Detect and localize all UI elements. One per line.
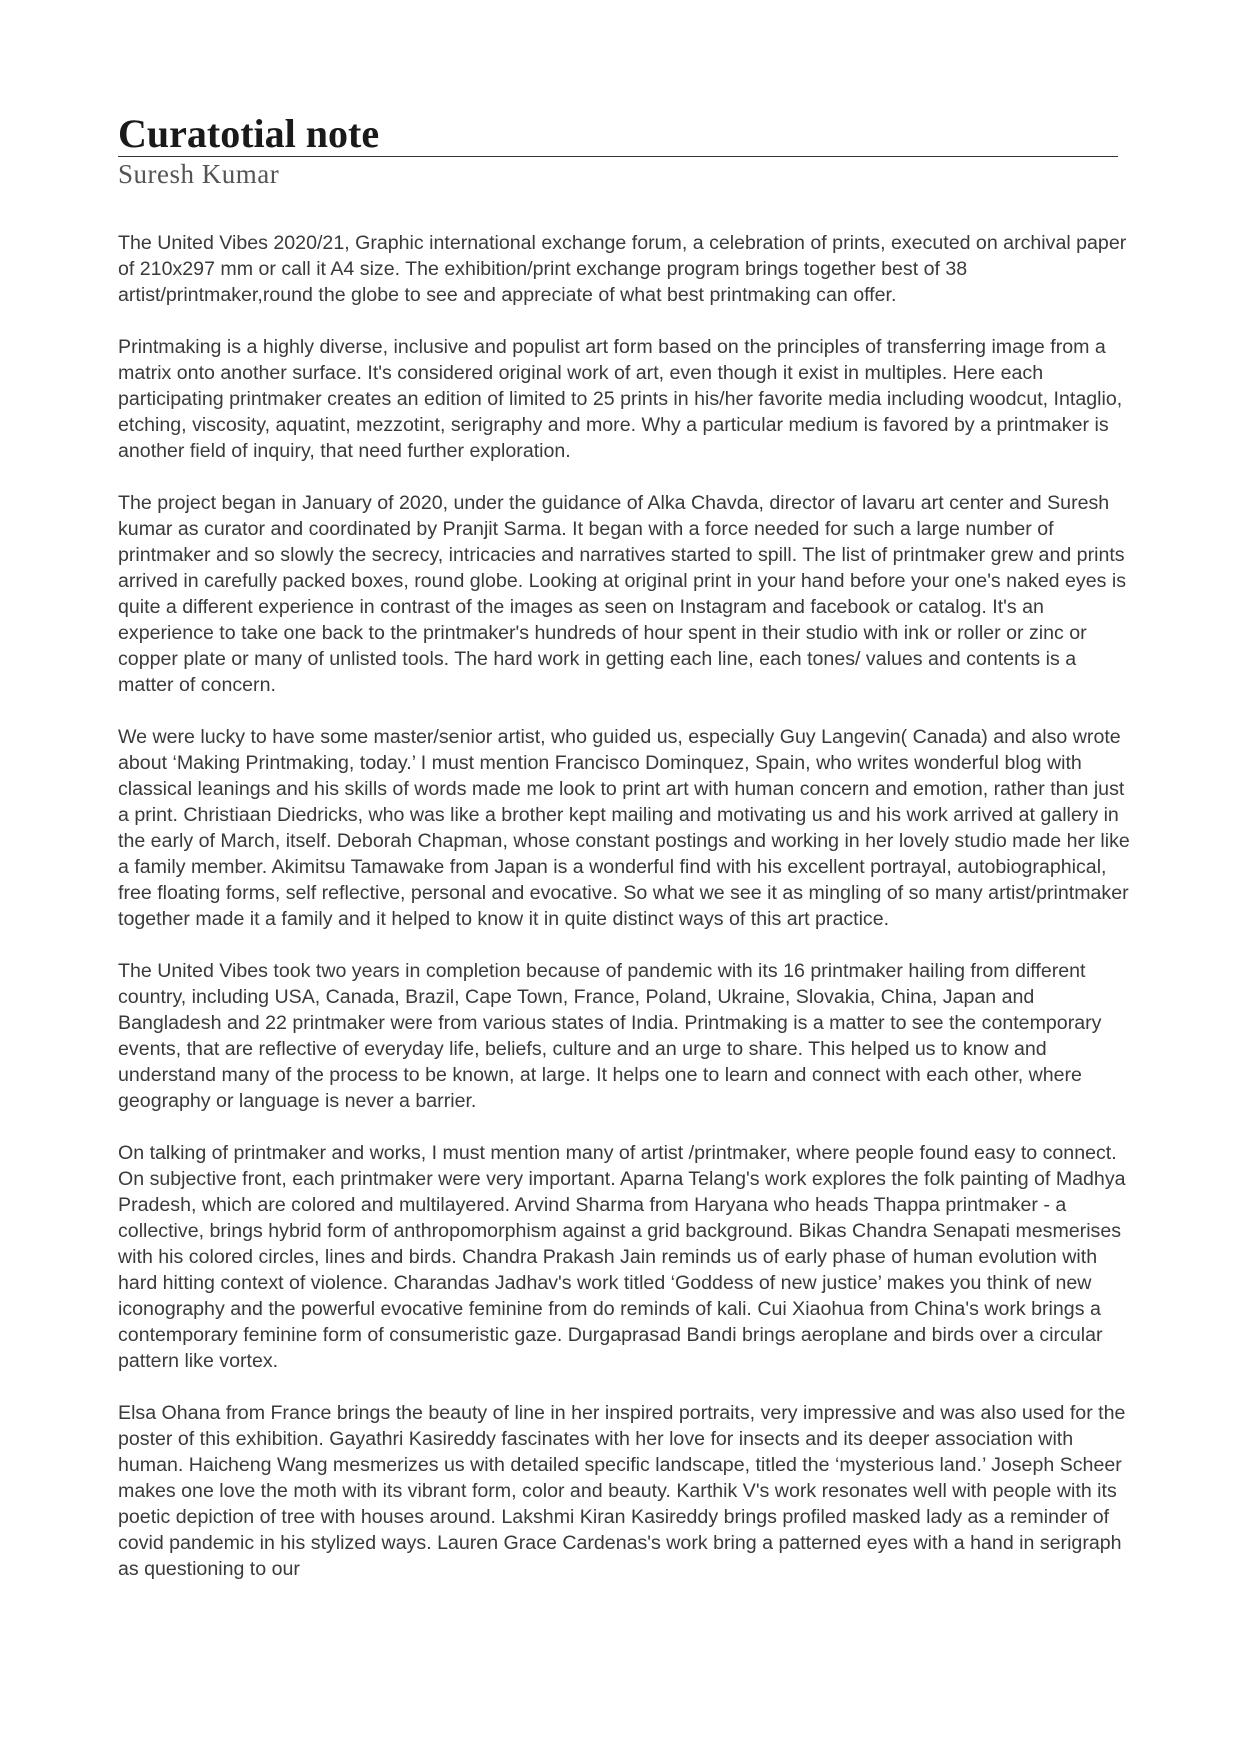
paragraph-exhibition-intro: The United Vibes 2020/21, Graphic international exchange forum, a celebration of prints, executed on archival paper of 210x297 mm or call it A4 size. The exhibition/print exchange program brings together best of 38 artist/printmaker,round the globe to see and appreciate of what best printmaking can offer. <box>118 232 1127 306</box>
paragraph-participating-countries: The United Vibes took two years in completion because of pandemic with its 16 printmaker hailing from different country, including USA, Canada, Brazil, Cape Town, France, Poland, Ukraine, Slovakia, China, Japan and Bangladesh and 22 printmaker were from various states of India. Printmaking is a matter to see the contemporary events, that are reflective of everyday life, beliefs, culture and an urge to share. This helped us to know and understand many of the process to be known, at large. It helps one to learn and connect with each other, where geography or language is never a barrier. <box>118 960 1102 1112</box>
paragraph-artists-e-to-l: Elsa Ohana from France brings the beauty of line in her inspired portraits, very impressive and was also used for the poster of this exhibition. Gayathri Kasireddy fascinates with her love for insects and its deeper association with human. Haicheng Wang mesmerizes us with detailed specific landscape, titled the ‘mysterious land.’ Joseph Scheer makes one love the moth with its vibrant form, color and beauty. Karthik V's work resonates well with people with its poetic depiction of tree with houses around. Lakshmi Kiran Kasireddy brings profiled masked lady as a reminder of covid pandemic in his stylized ways. Lauren Grace Cardenas's work bring a patterned eyes with a hand in serigraph as questioning to our <box>118 1402 1126 1580</box>
paragraph-printmaking-definition: Printmaking is a highly diverse, inclusive and populist art form based on the principles of transferring image from a matrix onto another surface. It's considered original work of art, even though it exist in multiples. Here each participating printmaker creates an edition of limited to 25 prints in his/her favorite media including woodcut, Intaglio, etching, viscosity, aquatint, mezzotint, serigraphy and more. Why a particular medium is favored by a printmaker is another field of inquiry, that need further exploration. <box>118 336 1123 462</box>
paragraph-artists-a-to-d: On talking of printmaker and works, I must mention many of artist /printmaker, where people found easy to connect. On subjective front, each printmaker were very important. Aparna Telang's work explores the folk painting of Madhya Pradesh, which are colored and multilayered. Arvind Sharma from Haryana who heads Thappa printmaker - a collective, brings hybrid form of anthropomorphism against a grid background. Bikas Chandra Senapati mesmerises with his colored circles, lines and birds. Chandra Prakash Jain reminds us of early phase of human evolution with hard hitting context of violence. Charandas Jadhav's work titled ‘Goddess of new justice’ makes you think of new iconography and the powerful evocative feminine from do reminds of kali. Cui Xiaohua from China's work brings a contemporary feminine form of consumeristic gaze. Durgaprasad Bandi brings aeroplane and birds over a circular pattern like vortex. <box>118 1142 1126 1372</box>
note-body <box>118 230 1130 1608</box>
author-name: Suresh Kumar <box>118 159 280 189</box>
page-title: Curatotial note <box>118 112 1118 157</box>
note-header <box>118 112 1118 190</box>
paragraph-senior-artists: We were lucky to have some master/senior artist, who guided us, especially Guy Langevin( Canada) and also wrote about ‘Making Printmaking, today.’ I must mention Francisco Dominquez, Spain, who writes wonderful blog with classical leanings and his skills of words made me look to print art with human concern and emotion, rather than just a print. Christiaan Diedricks, who was like a brother kept mailing and motivating us and his work arrived at gallery in the early of March, itself. Deborah Chapman, whose constant postings and working in her lovely studio made her like a family member. Akimitsu Tamawake from Japan is a wonderful find with his excellent portrayal, autobiographical, free floating forms, self reflective, personal and evocative. So what we see it as mingling of so many artist/printmaker together made it a family and it helped to know it in quite distinct ways of this art practice. <box>118 726 1130 930</box>
paragraph-project-history: The project began in January of 2020, under the guidance of Alka Chavda, director of lavaru art center and Suresh kumar as curator and coordinated by Pranjit Sarma. It began with a force needed for such a large number of printmaker and so slowly the secrecy, intricacies and narratives started to spill. The list of printmaker grew and prints arrived in carefully packed boxes, round globe. Looking at original print in your hand before your one's naked eyes is quite a different experience in contrast of the images as seen on Instagram and facebook or catalog. It's an experience to take one back to the printmaker's hundreds of hour spent in their studio with ink or roller or zinc or copper plate or many of unlisted tools. The hard work in getting each line, each tones/ values and contents is a matter of concern. <box>118 492 1126 696</box>
